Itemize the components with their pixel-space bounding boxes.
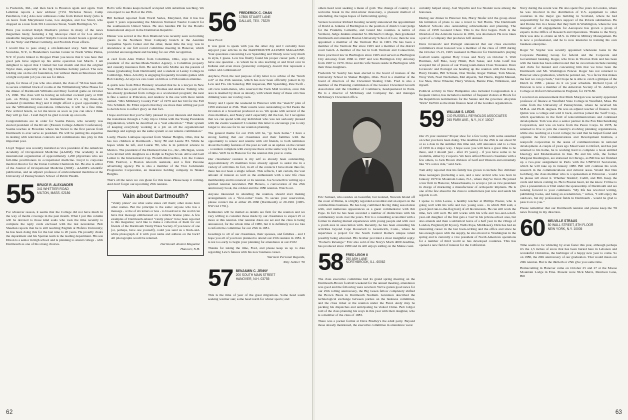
- sidebar-signature: Hanover, N.H.: [180, 246, 200, 251]
- portrait-photo-icon: [332, 102, 402, 192]
- paragraph: Lastly, Hoerie LaRoque reported from Shaker Heights, Ohio, that he has two children at Dartmouth - Terry '80 and Laurie '83. While he hopes while he left, and Laurie '80, who is in political science in Mexico. The president of the Diamond Glue Co., Inc., Michigan, wants to be invited with daughters as a Ralph as Eagles Scout. Alive and Gail Lemur is the International Cap. Fiorelli-Maccardino, Ltd. the Cannes Film Festival, a Boston telecom assistant, and a first Peronne advertising agency. He is also a member of the Vice Jackinstein Progressive Corporation, an insurance holding company in Shaker Heights.: [107, 135, 204, 176]
- class-year: 57: [208, 265, 233, 293]
- class-year: 60: [520, 215, 545, 243]
- paragraph: Homecoming in Hanover came on October 25 and 27 at the Moose Mountain Lodge in Etna. Present were Nick Mertz, Merrison Lane, Bill: [520, 265, 617, 278]
- secretary-name: MELVILLE STRAUS: [547, 219, 578, 224]
- paragraph: This is the time of year of the great migrations. Some head south seeking warmer sun; some head north for winter sports; and: [208, 293, 305, 302]
- secretary-address: 17806 STUART LANE: [239, 14, 271, 19]
- paragraph: Tom Alby reported that his family has grown to include five children: three teenagers (including a son, and a new arrival who was born in January 1979 in Mountain Lakes, N.J., where they've lived. He joined a law firm in Hanover, Massachusetts, to accept a job as vice president in charge of marketing a manufacturer of orthopedic implants. He is one of the few ahead in the class to remain here just now and sends his regards to all.: [419, 168, 516, 197]
- paragraph: Greetings to all of our classmates, their spouses, and families - and I hope you all of you have planned to attend our 25th reunion in 1981. It is not too early to begin your planning for attendance at our 25th!: [208, 232, 305, 245]
- paragraph: For whatever reason, it seems that the College did not have much in the way of media coverage in the past month. What I put this column will be devoted to those kind souls who took the time recently to complete the reply cards enclosed with the last newsletter. Bob Sheehan reports that he is still teaching English at Hofstra University; he has been doing this for the last nine to 20 years. He proudly chairs the department and his Spartan team is the leading department. His son Dixon is a senior in high school and is planning to attend college - with Dartmouth as one of his strong choices.: [6, 209, 103, 247]
- secretary-name: BENJAMIN C. JENNY: [235, 269, 268, 274]
- paragraph: Have you noticed Ralph Dredian's picture in many of the news magazines lately, featuring a big telescope cited at for Los Altos's unsuitable language wrestle? Ralph's Corona model boasts a grand eye for the 'Strip' and Hubert Grimsby, and Fredrick Prout efforts.: [6, 28, 103, 45]
- sidebar-text: "Vanity plates" are what some states call them; other states have other names. But the principle is the same: anyone who has a message - or the of six letters or less - to broadcast to the world can have that message emblazoned on a vehicle license plate. A few examples of Dartmouth-related "vanity plates" have been reported to this magazine; we'd like to make a collection of them for our friends of the Dartmouth Vanity Plates Society. If you know of one (or, perhaps, have one yourself), could you send us a black-and-white photograph of it with your name and address on the back? All photographs would be returned.: [111, 200, 200, 241]
- paragraph: The general theme for our 25th will be, "go back home." I have a strong feeling that our classmates and their families with the opportunity to renew and reunite with old friends, to both reminisce about the balmy features of the past as well as an update on the current - a reunion complete with everyone there at the same way for the same of time. We'll be in Hanover for the reunion this year to come.: [208, 130, 305, 156]
- portrait-photo: [332, 102, 402, 192]
- class-secretary: [346, 252, 386, 266]
- paragraph: I would like to pass along a old-fashioned story. Sam Deuser of Scarsdale, N.Y., is Hunderlen's Garden Center in North White Plains, N.Y. If you're hinted to Dropper Plant you know that it was here that good pals have signed up his entire operation last March. I am delighted to report that I visited but last month and that the original Taylor men, especially at the big Christmas holiday period. The new holding site on the old foundation, but without them architectures with a bright red paint job you can see for miles.: [6, 46, 103, 79]
- secretary-name: WILLIAM S. LEDIS: [446, 110, 475, 115]
- paragraph: Please remember that our Dartmouth reunion and please keep the '59 news flowing in my direction.: [520, 206, 617, 215]
- class-secretary: [239, 10, 272, 24]
- left-page: [0, 0, 313, 420]
- paragraph: Congratulations are in order for Soame Peters, who recently was elected president of the RCAC (Eastern College Athletic Conference). Soame teaches at Bowdoin where his Stever is the first person from Dartmouth to ever serve as president. He will be putting his expertise in dealing with television contracts and commissions into play in this important post.: [6, 119, 103, 144]
- paragraph: Eric Samuel, who resides on beautiful, but isolated, Newark Island off the coast of Maine, is a highly regarded economist and an expert on the commodities business. He has long combined his big thing association with, and numerous appearances as a guest commentator with Jim Pope. In fact he has been awarded a number of distinctions with his commentary work over the years. Eric is a consulting economist with a former in sharing mutual experiences with young people and with over a youth area in association with. Recently, he has been extending his activities beyond Cape Roosevelt to Greenwich, Conn., where he supervises a project for the South Central Rome's unique talent possibly being educated. His brother provided a most insightful reply: "Pocket's Revenge." Eric also sold of the Navy's Mach 4000 deadline, has produced since 1980 and its still enjoys sailing on the Maine coast.: [318, 195, 415, 248]
- paragraph: Vernon Governor Richard Keating recently announced the appointment of David A. Jenkins of Burlington to the position of district court judge for the Franklin, Lamoille, and Grand Isle counties. A native of Vermont, Judge Jenkins attended St. Michael's College, then graduated Dartmouth and attended Boston University School of Law, then he was appointed a member of the Vermont Bar in 1963. He has been a member of the Vermont Bar since 1963 and a member of the district court bench. A member of the bar in both Vermont and Connecticut, Dave practiced law in Burlington since 1965 and served as Burlington City Attorney from 1966 to 1967 and was Burlington City Attorney from 1967 to 1970. Dave and his wife Susan reside in Burlington with their three daughters.: [318, 20, 415, 69]
- secretary-name: BRUCE R. ALEXANDER: [37, 182, 74, 187]
- paragraph: That's all the news we can glean for this issue. Please keep it coming. And don't forget our upcoming 25th reunion.: [107, 177, 204, 186]
- paragraph: Time seems to be whizzing by even faster this year, although perhaps it's the 1,5 inches of snow that has been buried here in Lebanon and wonderful Christmas, the harbinger of a happy new year to come. So on 1980, the 20th anniversary of our graduation. That would mean our 20th reunion. But is the thirtieth or 25th give you some time.: [520, 243, 617, 264]
- paragraph: Bob's wife Donna keeps herself occupied with substitute teaching. We can expect to see Bob at the 25th.: [107, 6, 204, 15]
- class-heading-57: [208, 265, 305, 293]
- right-column-2: [419, 6, 516, 404]
- secretary-address: C/O RUSSELL REYNOLDS ASSOCIATES: [446, 113, 507, 118]
- paragraph: to Frederick, Md., and then back to Houston again and again. Tom Lehrman reports a new address: [7151 Nicholas Street, Camp Pendleton, Cal.] Also new addresses come from Robert Kiely (who is on leave from Marymount Lane, Los Angeles, and Joe Sived, who dropped us a note from 301 Lawrence Street, South Burlington, Vt.: [6, 6, 103, 27]
- paragraph: A quick note from Elliot Hennery revealed that he is a lawyer in New York. Elliot has a pair of twin sons, Thomas and Andrew. Tommy, who has already graduated from college as a accelerated program; the next is fine a senior at Princeton, and Andrew is the one with more tennis named. "Mrs Millsberry County Fair" of 1979 and her bid for the Fall Trio Schmidt. Dr. Elliot reports that they are more than willing per port to decide how to reflect glory on that fact.: [107, 82, 204, 112]
- paragraph: Political activity in New Hampshire also included Congressman is a frequent visitor, has included a number of frequent visitors at Brock for the Republican nominations for the Senate and the governor. Aloysius "Rick" DeWitt as the main finance head of the Gardner organization.: [419, 88, 516, 106]
- paragraph: Nancy and I spent the weekend in Hanover with the "sketch" plan of 1956 stationed at 25th. Their results were outstanding so Sid Peeks the Occasion at a broadcast produced as so. We spoke with several of the class members, and Nancy and I especially did the last, for I recognize that we can spend with any individual who was not seriously pleased with the events weekend! I consider this letter to encourage you to stay longer to also see for in our reunion planning.: [208, 100, 305, 129]
- class-year: 58: [318, 248, 343, 276]
- paragraph: I spoke to John Leone, a healthy teacher at Phillips Exeter, who is going well with his wife and two young sons - in which Bill said, a good (and run-to-the-flag hair) of all his interests. He can still work the time, he's still well. He still works with his wife and two-and-a-half-year-old daughter of the first gets a 'cast' in his private-school area, but also attends and then a sabbatical leave of a half year in the village of London, England (40 Kyoto), Wells Pope, Middlesex). Dick has had an interesting career in the last book-writing and the office and since he has enough space with the supply, he also moved to Washington in the spring and is currently a vice president of North American operations for a number of third world so has developed countries. This has opened a new field of interest for the Californian: [419, 198, 516, 248]
- paragraph: I received an announcement that Mark Morgan was recently appointed professor of finance at Westfield State College in Westfield, Mass. He came from the University of Pennsylvania, where he received his M.B.A. and Ph.D. degrees. He was an adjunct teacher of finance. Tom Quinn was a college and sold it back, and has joined the 'Gulf' Corp., which specializes in the field of telecommunications and continued development. Tom was also a senior partner in the Fan Merchandising Corporation, and was on leave from the Peace Corps. In 1978, he returned to live to join the country's evolving planning organizations, while also teaching at a local college; he said that he helped found and organize the first Communications and Development Institute, a nonprofit corporation in the arena of communications in national development. A couple of years ago Mead went to Oxford, and has just returned to his home, he is working hard to complete a book entitled Ideology and Modernisation in Iran. He and his wife, the former Margaret Rushington, are stationed in Chicago, as Bill has not finished up a two-year assignment in Paris with the UNESCO Secretariat, which he will take up in January 1980. Bill will continue his work research in the communications and cultural areas. Would that Dan Goldberg, the class member who is a spokesman at Princeton - would he please tell about it. Whether 'Rashid', Cadill, and Bill. Keep the cards and letters coming in. He is Boston heart, let me know. I'd like to give a presentation or Dial under the sponsorship of Dartmouth and are looking forward to your comments. "My life has revolved writing, publishing books, and being an academician, " writes, "I still enjoy the outdoors, but my professional fields in Dartmouth - would be glad to pass it on to you.": [520, 94, 617, 205]
- class-year: 56: [208, 7, 237, 37]
- left-column-1: [6, 6, 103, 404]
- paragraph: Navy during the recent war. He also spent five years in London, where he was involved in the distribution of U.S. equipment to other countries in the major gas building in Scotland, where he had responsibility for the logistics support of the Polaris submarines. He and Donna live in a house that they built in Washington, where he was manager of all engagements for Aerospace has grown a group of experts in the Office of Research and Operations. Thanks to the Navy, Dick was able to obtain an M.S. in 1962 in Military Management. He is now a professional, and he is now intensive in training his own business enterprise.: [520, 6, 617, 47]
- page-number: 63: [615, 410, 622, 416]
- secretary-address: 80 WALL STREET, 8TH FLOOR: [547, 223, 594, 228]
- letter-closing: Warmest Personal Regards,: [267, 255, 305, 260]
- paragraph: Dave Jovanovic and Portugal announced that our class executive committee's most honored was a member of the class of 1958 during the October 15-15, 1965 weekend in Hanover for Dartmouth's playing football teams against Holy Cross and Navy on October 3. Walt Hartman, Jeff Bale, Gary Hinitt, Bob Saker, and John Graff has accepted list of places of our Young team-mates Class Treasurer. Dave Jovanovic and Portugal are heading up the reunion with Pete Kates, Harry Doskin, Bill Schwan, Don Shafer, Roger Walker, Tom Mason, Wray Vath, Noel Nachaman, Mel Alperin, Ted Harris, Rajphi Manuel, Joe Shea, Dave Wheeler, Harry Watson, Bernie Pine, Wilkinson, and myself.: [419, 42, 516, 87]
- paragraph: There was a packet format at Dave Bradley's the adult party. Beyond those already mentioned, the executive committee in attendance were:: [318, 319, 415, 328]
- secretary-address: HANOVER, N.H. 03755: [235, 277, 270, 282]
- secretary-address: MILTON, MASS. 02186: [37, 190, 71, 195]
- class-year: 55: [6, 178, 35, 209]
- letter-signature: Toby Jaliner '56: [283, 260, 305, 265]
- secretary-address: DALLAS, TEX. 75229: [239, 18, 270, 23]
- paragraph: Reminders will be mailed as details are firm for the reunion and we very willing to consider those made by our classmates to expect 25 or more at this reunion. Our reunion dates are set and the class is being announced, for the whole time of 1980, but it is definitely not too late to inform the committee for our 25th in 1981.: [208, 209, 305, 231]
- class-heading-55: [6, 178, 103, 209]
- paragraph: Thanks for taking the time, Fred, and please keep us up to date regarding Lew's futures with his now business career.: [208, 246, 305, 255]
- class-year: 59: [419, 106, 444, 134]
- paragraph: The class executive committee had its grand spring meeting on the Dartmouth-Brown football weekend for the annual meeting, attendance was good and the following were received. We've gotten good news for our 25th rolling anniversary, the Big Green fellow completely shifted the Brown Bears in Dartmouth Stadium. Grunnion described the technological exchange between parties on the business committee, and the class ticket at the reunion under the Fund. Andy may be packing his dispatches and anticipating he visited China. Bob Gilgor told of the class planning his ways in this year with their daughter, who is a member of the class of 1983.: [318, 276, 415, 318]
- secretary-name: FREDERICK C. CHAN: [239, 11, 272, 15]
- secretary-address: NORTHBROOK, ILL. 60062: [345, 260, 386, 265]
- class-secretary: [236, 268, 276, 282]
- paragraph: Anyone interested in attending the reunion, should start making arrangements on a "first-come" basis. To secure your reservation, please contact me at either 20-1960 (Dartmouth) or 20-1961 (1965-NW rnd 1791).: [208, 191, 305, 208]
- sidebar-signature: Dartmouth Alumni Magazine: [160, 241, 200, 246]
- paragraph: Our classmates' reunion is my self so already been outstanding. Approximately 25 members have already agreed to assist me in a variety of activities. In fact, in all of the contacts I have made thus far, there has not been a single refusal. This reflects, I am certain, the vast amount of interest as well as the enthusiasm with a new life class membership and its renewal or its reunion. Joe Scozzelli is writing up a spirited reunion newsletter. Bill Berezo, a convocation of the 25th anniversary book, the coldest and the 1980 reunion. Watch out.: [208, 157, 305, 190]
- left-column-3: [208, 6, 305, 404]
- paragraph: Bill Kelleed reported from World Series, Maryland, that it has has spent 5 years representing the Mexican National Tourist Council for the southeastern United States. He also handles PR for the Borello International Airport in the Dominican Republic.: [107, 16, 204, 33]
- vanity-plates-sidebar: [107, 190, 204, 256]
- paragraph: During our dinner in Hanover Inn, Harry Shafer told the group about his initiation of plans to use a travel to Ted Harris. The Dartmouth Medical Schools also outstanding achievements and planning. The class of 1958 Leonard Cherr. This is the first begun. Each is the librarian of the Aristotle Greece in 1965, was shortened. He now takes a part of a company that produces Gift Annual.: [419, 16, 516, 41]
- paragraph: Our 25 year reunion? Proper shoe for a few today with some assumed on what you have been doing. The deadline for the 25th is out about 50 or so a date in the summer this time and, will announce and to a class of 1959 in a major way. I hope soon you will have a great time to be there, and I should just - after 25 years) - if you have some to be available, either by 2 reports. We have Alfred Brown's classmate with a few others, to Jack Brown division of Gulf and Western and extremely like "It's a nice ride," said Jack.: [419, 134, 516, 167]
- class-secretary: [548, 218, 594, 232]
- paragraph: Roger W. Snyder was recently appointed wholesale loans in the Corporate Banking Group for federal and the Corporate and Government banking. Roger, who lives in Thorton Park and has been with the bank has been added noted that he avocations include running and clubs for hunted and concerning him that we have been the Dartmouth and Mt. Washington Fencer. Roger has not returned to Hanover since graduation, which he pointed out, "is a factor that makes me feel we can go back," but I hope he is able to catch a glimpse of the Dutch in 1986 - please do it on your schedule. Richard Lyon of Dawson is now a member of the American Society of St. Anthony's College at Oxford Universities in England, for 1979-80.: [520, 48, 617, 93]
- secretary-address: 200 SOUTH MAIN STREET: [235, 273, 276, 278]
- class-heading-58: [318, 248, 415, 276]
- paragraph: Again, for those of you who also attend, the class of '56 has been able to secure a limited block of rooms at the Williamsburg Wine House for the dinner of Dartmouth Williams and Mary football game on October 15, 1960. The class will be having an informal cocktail party at 9:00 p.m. on Friday, October 14. Remember that it's a big three-day weekend (Columbus Day) and it might afford a good opportunity to see the Williamsburg restorations. Otherwise, it will be a fine time. Few arrived hotels, so let me know as soon as you can since I think they will go fast - I said they'd be glad to trade up on room.: [6, 80, 103, 118]
- page-number: 62: [6, 410, 13, 416]
- right-page: [315, 0, 628, 420]
- right-column-1: [318, 6, 415, 404]
- salutation: Dear Fred:: [208, 38, 223, 42]
- class-secretary: [447, 109, 507, 123]
- secretary-address: 341 WHITTIER ROAD: [37, 186, 69, 191]
- paragraph: others head west seeking a mean of gold. The change of country is a welcome break in the mid-winter monotony, a pleasant method of unwinding, the vague hopes of forthcoming spring.: [318, 6, 415, 19]
- paragraph: certainly helped along. Joel Shyerlin and Joe Shatski were among the honorees.: [419, 6, 516, 15]
- class-heading-59: [419, 106, 516, 134]
- secretary-address: 245 PARK AVE., N.Y., N.Y. 10017: [446, 117, 494, 122]
- class-heading-60: [520, 215, 617, 243]
- sidebar-title: Vain about Dartmouth?: [122, 193, 189, 200]
- paragraph: A card from Alan Waller from Columbus, Ohio, says that he is president of the Archer-Meek-Wexler Agency, a Columbus property and casualty insurance firm. He and his wife Mollie are the parents of Susan (graduating from Dartmouth) and a student at Lesley College in Cambridge, Mass. A hobby is engaging frequently in tennis games with Bob Lindley. Al says we can count on him as a 25th reunion attendee.: [107, 56, 204, 81]
- secretary-address: 250 ASH LANE: [345, 256, 368, 261]
- paragraph: Frederick W. Searby has been elected to the board of trustees of the University School in Shaker Heights, Ohio. Fred is a member of the board of directors of the Cleveland Skating Club. Fred is also a member of the Planning commission of the Greater Cleveland Growth Association and the Chamber of Commerce, headquartered in Paris. He is a director of McKinsey and Company Inc. and manages McKinsey's Cleveland office.: [318, 70, 415, 99]
- class-secretary: [37, 182, 73, 196]
- secretary-address: NEW YORK, N.Y. 10005: [547, 227, 583, 232]
- secretary-name: FRED LEIGH II: [345, 252, 368, 257]
- paragraph: It was great to speak with you the other day and I certainly have enjoyed your articles in the DARTMOUTH ALUMNI MAGAZINE. Your questions concerning Lew Spaulding and Wendy were very much in style, I guess. Lew has finally found his proper career path. I only have one question - to whom he is also teaching at and lived over in Indiana and even more (yesterday company), doesn't that represent a rather odd combination?: [208, 44, 305, 73]
- left-column-2: [107, 6, 204, 404]
- paragraph: Lloyd Tupper was recently installed as vice president of the American Academy of Occupational Medicine (AAOM). The academy is an international organization of approximately 1,200 physicians who are full-time practitioners in occupational medicine. Lloyd is corporate medical director for the Union Carbide Chemicals Inc. He also is editor of the Journal of Occupational Medicine (JOM) - AAOM's scientific publication, and an adjunct professor of environmental medicine at the University of Pennsylvania's School of Public Health.: [6, 145, 103, 178]
- right-column-3: [520, 6, 617, 404]
- paragraph: Dinner was served at the Don Diamond was recently seen welcoming guests to the Northern Trust Company branch at the Austrian Jacqueline Sports Center and the other, mean time the way, was in attendance at our full record committee meeting in Hanover, which provided encouragement and backing for our 25th recognition.: [107, 34, 204, 55]
- paragraph: Anyhow, Fred, the real purpose of my letter is to advise of the "lunch roll" at the 25th reunion, which has now been officially joined in by Lew and Flo. On Saturday, Bill Jesperson, Bill Spaulding, Pete Swift - old crew team-mates, who reserved the Tuck Mall location, once this area is deemed by most as already, with whom many of these old class drinking were our rowing roots.: [208, 74, 305, 99]
- class-heading-56: [208, 7, 305, 37]
- paragraph: I hope and trust that you've fully pleased in your interests and made in the transitions through a 7-day trip to China with the Young Presidents Organization, which he described as a "real education." "Their system of keeping everybody working at a job on all the organizational meetings and sayings are the same system or our returns commission.": [107, 113, 204, 134]
